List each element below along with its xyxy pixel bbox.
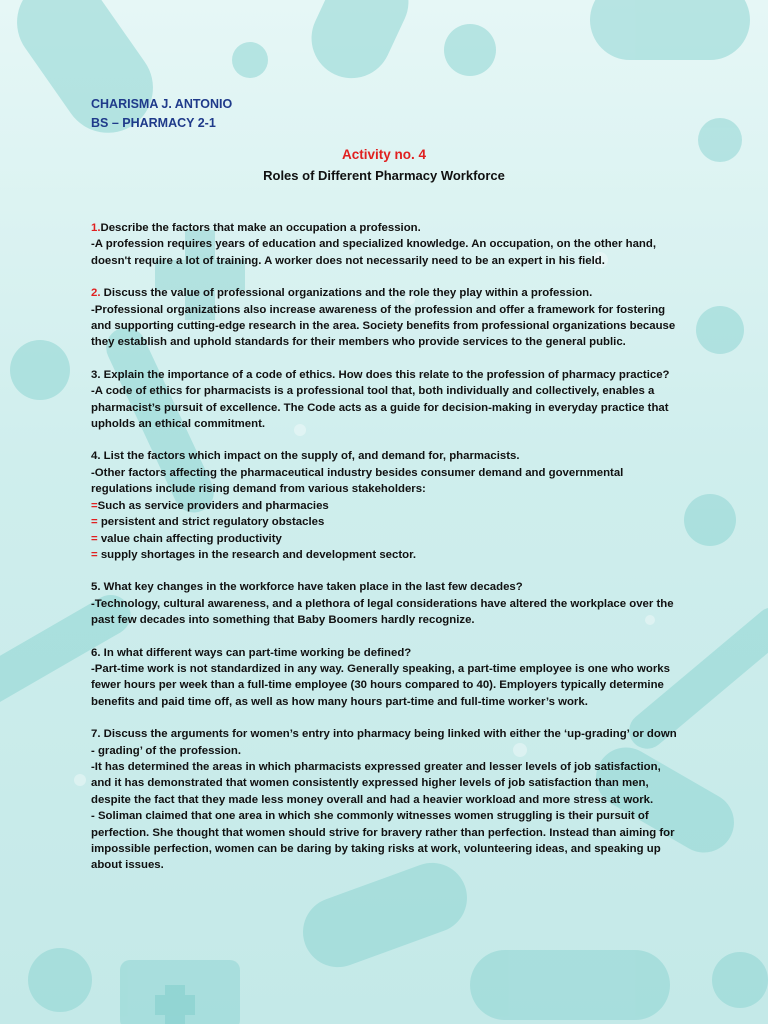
question-block (91, 220, 681, 269)
question-block (91, 726, 681, 874)
author-name: CHARISMA J. ANTONIO (91, 97, 233, 111)
question-block (91, 448, 681, 563)
question-text: 6. In what different ways can part-time working be defined? (91, 646, 412, 659)
question-number: 1. (91, 222, 101, 234)
answer-text: -A code of ethics for pharmacists is a professional tool that, both individually and collectively, enables a pharmacist’s pursuit of excellence. The Code acts as a guide for decision-making in everyday practice that upholds an ethical commitment. (91, 385, 669, 431)
answer-text: -A profession requires years of education and specialized knowledge. An occupation, on the other hand, doesn't require a lot of training. A worker does not necessarily need to be an expert in his field. (91, 238, 656, 267)
list-bullet: = (91, 499, 98, 512)
list-item: = supply shortages in the research and development sector. (91, 548, 417, 561)
questions-list (91, 220, 681, 890)
answer-text: -It has determined the areas in which pharmacists expressed greater and lesser levels of job satisfaction, and it has demonstrated that women consistently expressed higher levels of job satisfaction than men, despite the fact that they made less money overall and had a heavier workload and more stress at work. (91, 760, 661, 806)
question-text: 5. What key changes in the workforce have taken place in the last few decades? (91, 581, 523, 594)
question-text: 1.Describe the factors that make an occupation a profession. (91, 222, 421, 234)
answer-text: -Other factors affecting the pharmaceutical industry besides consumer demand and governmental regulations include rising demand from various stakeholders: (91, 466, 624, 496)
title-block (0, 144, 768, 186)
list-bullet: = (91, 548, 101, 561)
question-text: 7. Discuss the arguments for women’s entry into pharmacy being linked with either the ‘up-grading’ or down - grading’ of the profession. (91, 728, 677, 757)
document-subtitle: Roles of Different Pharmacy Workforce (263, 168, 505, 183)
answer-text: - Soliman claimed that one area in which she commonly witnesses women struggling is their pursuit of perfection. She thought that women should strive for bravery rather than perfection. Instead than aiming for impossible perfection, women can be daring by taking risks at work, volunteering ideas, and speaking up about issues. (91, 810, 675, 872)
question-block (91, 645, 681, 711)
question-block (91, 579, 681, 628)
question-block (91, 285, 681, 351)
question-number: 2. (91, 287, 101, 300)
list-item: = value chain affecting productivity (91, 532, 282, 545)
list-item: = persistent and strict regulatory obstacles (91, 516, 325, 529)
list-item: =Such as service providers and pharmacies (91, 499, 329, 512)
question-text: 4. List the factors which impact on the supply of, and demand for, pharmacists. (91, 450, 520, 463)
list-bullet: = (91, 516, 101, 529)
author-block (91, 95, 232, 133)
answer-text: -Professional organizations also increase awareness of the profession and offer a framework for fostering and supporting cutting-edge research in the area. Society benefits from professional organizations because they establish and uphold standards for their members who provide services to the general public. (91, 303, 676, 349)
question-text: 3. Explain the importance of a code of ethics. How does this relate to the profession of pharmacy practice? (91, 368, 670, 381)
list-bullet: = (91, 532, 101, 545)
question-block (91, 367, 681, 433)
activity-title: Activity no. 4 (341, 147, 427, 162)
answer-text: -Part-time work is not standardized in any way. Generally speaking, a part-time employee is one who works fewer hours per week than a full-time employee (30 hours compared to 40). Employers typically determine benefits and paid time off, as well as how many hours part-time and full-time worker’s work. (91, 662, 670, 708)
answer-text: -Technology, cultural awareness, and a plethora of legal considerations have altered the workplace over the past few decades into something that Baby Boomers hardly recognize. (91, 597, 674, 627)
question-text: 2. Discuss the value of professional organizations and the role they play within a profession. (91, 287, 593, 300)
author-program: BS – PHARMACY 2-1 (91, 116, 216, 130)
